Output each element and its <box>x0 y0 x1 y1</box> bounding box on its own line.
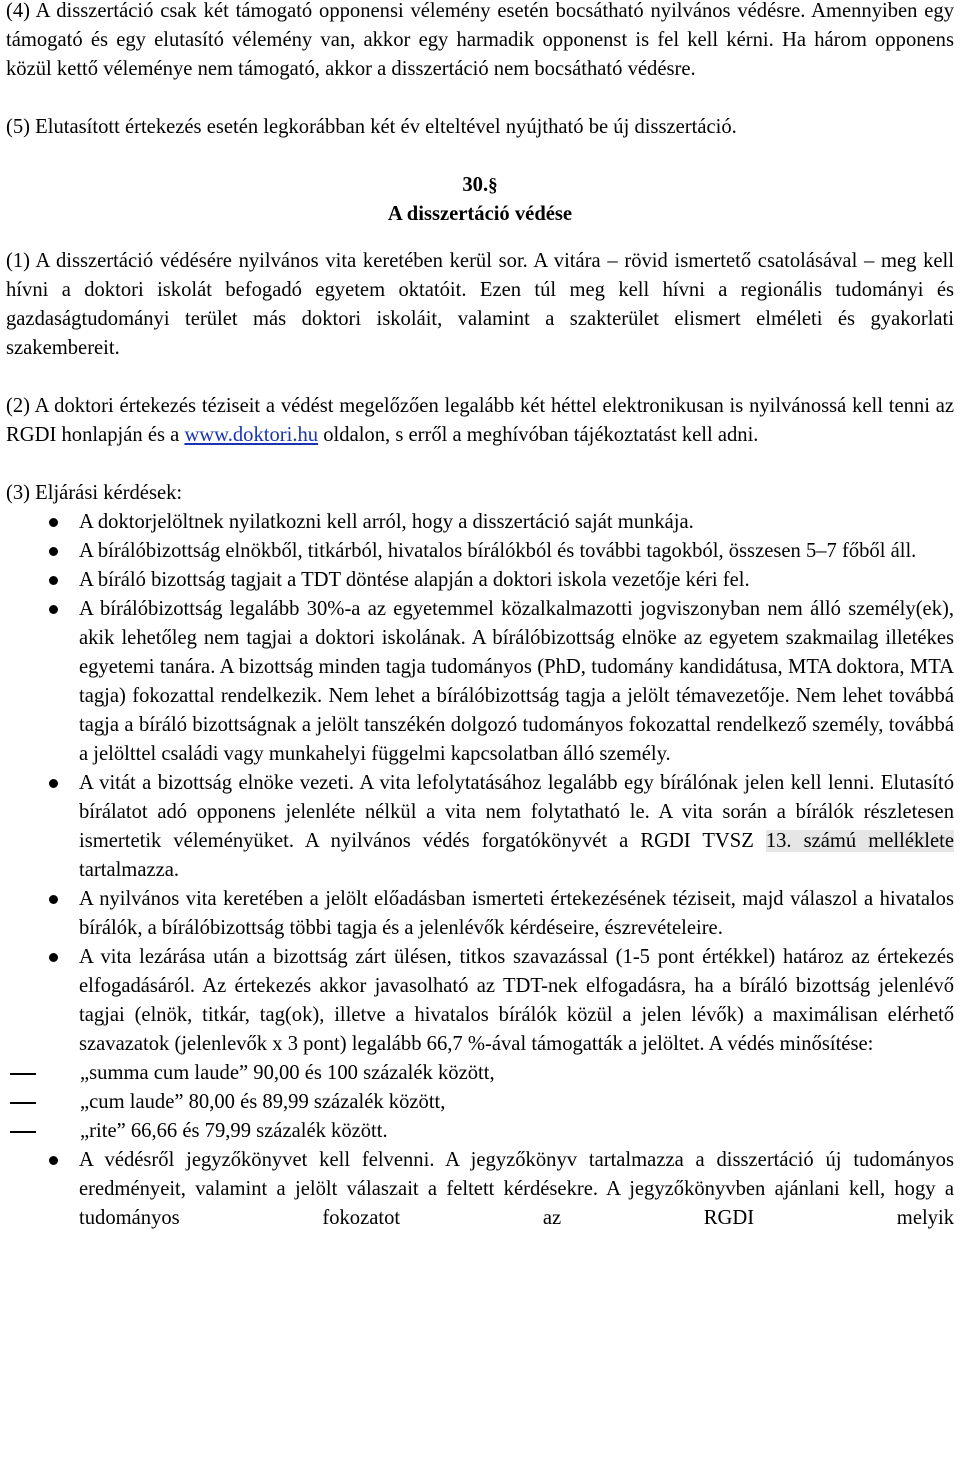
list-item <box>6 566 954 595</box>
bullet-icon <box>49 518 58 527</box>
dash-icon <box>10 1073 36 1075</box>
list-item <box>6 885 954 943</box>
item-text-end: tartalmazza. <box>79 859 180 881</box>
list-item <box>6 1146 954 1233</box>
grade-item <box>6 1117 954 1146</box>
bullet-icon <box>49 953 58 962</box>
bullet-icon <box>49 779 58 788</box>
item-text: A doktorjelöltnek nyilatkozni kell arról, hogy a disszertáció saját munkája. <box>79 511 694 533</box>
dash-icon <box>10 1102 36 1104</box>
grade-text: „rite” 66,66 és 79,99 százalék között. <box>80 1120 388 1142</box>
item-text: A bíráló bizottság tagjait a TDT döntése alapján a doktori iskola vezetője kéri fel. <box>79 569 750 591</box>
paragraph-2-text-end: oldalon, s erről a meghívóban tájékoztatást kell adni. <box>318 424 759 446</box>
section-title: A disszertáció védése <box>387 203 573 225</box>
list-item <box>6 537 954 566</box>
section-paragraph-1: (1) A disszertáció védésére nyilvános vita keretében kerül sor. A vitára – rövid ismertető csatolásával – meg kell hívni a doktori iskolát befogadó egyetem oktatóit. Ezen túl meg kell hívni a regionális tudományi és gazdaságtudományi terület más doktori iskoláit, valamint a szakterület elismert elméleti és gyakorlati szakembereit. <box>6 250 954 359</box>
list-item <box>6 595 954 769</box>
section-number-value: 30. <box>462 174 489 196</box>
paragraph-4: (4) A disszertáció csak két támogató opponensi vélemény esetén bocsátható nyilvános védésre. Amennyiben egy támogató és egy elutasító vélemény van, akkor egy harmadik opponenst is fel kell kérni. Ha három opponens közül kettő véleménye nem támogató, akkor a disszertáció nem bocsátható védésre. <box>6 0 954 80</box>
spacer <box>6 363 954 392</box>
section-paragraph-3-title: (3) Eljárási kérdések: <box>6 482 183 504</box>
annex-reference[interactable]: 13. számú melléklete <box>765 830 954 852</box>
item-text: A nyilvános vita keretében a jelölt előadásban ismerteti értekezésének téziseit, majd válaszol a hivatalos bírálók, a bírálóbizottság többi tagja és a jelenlévők kérdéseire, észrevételeire. <box>79 888 954 939</box>
spacer <box>6 229 954 243</box>
spacer <box>6 84 954 113</box>
grade-list <box>6 1059 954 1146</box>
grade-text: „cum laude” 80,00 és 89,99 százalék között, <box>80 1091 446 1113</box>
paragraph-2-text: (2) A doktori értekezés téziseit a védést megelőzően legalább két héttel elektronikusan is nyilvánossá kell tenni az RGDI honlapján és a <box>6 395 954 446</box>
grade-item <box>6 1059 954 1088</box>
procedure-list <box>6 508 954 1233</box>
section-number <box>6 171 954 200</box>
bullet-icon <box>49 547 58 556</box>
bullet-icon <box>49 605 58 614</box>
section-symbol: § <box>488 175 498 196</box>
item-text: A bírálóbizottság elnökből, titkárból, hivatalos bírálókból és további tagokból, összesen 5–7 főből áll. <box>79 540 917 562</box>
list-item <box>6 508 954 537</box>
bullet-icon <box>49 895 58 904</box>
item-text: A vitát a bizottság elnöke vezeti. A vita lefolytatásához legalább egy bírálónak jelen kell lenni. Elutasító bírálatot adó opponens jelenléte nélkül a vita nem folytatható le. A vita során a bírálók részletesen ismertetik véleményüket. A nyilvános védés forgatókönyvét a RGDI TVSZ <box>79 772 954 852</box>
item-text: A vita lezárása után a bizottság zárt ülésen, titkos szavazással (1-5 pont értékkel) határoz az értekezés elfogadásáról. Az értekezés akkor javasolható az TDT-nek elfogadásra, ha a bíráló bizottság jelenlévő tagjai (elnök, titkár, tag(ok), illetve a hivatalos bírálók közül a jelen lévők) a maximálisan elérhető szavazatok (jelenlevők x 3 pont) legalább 66,7 %-ával támogatták a jelöltet. A védés minősítése: <box>79 946 954 1055</box>
bullet-icon <box>49 576 58 585</box>
spacer <box>6 142 954 171</box>
item-text: A bírálóbizottság legalább 30%-a az egyetemmel közalkalmazotti jogviszonyban nem álló személy(ek), akik lehetőleg nem tagjai a doktori iskolának. A bírálóbizottság elnöke az egyetem szakmailag illetékes egyetemi tanára. A bizottság minden tagja tudományos (PhD, tudomány kandidátusa, MTA doktora, MTA tagja) fokozattal rendelkezik. Nem lehet a bírálóbizottság tagja a jelölt témavezetője. Nem lehet továbbá tagja a bíráló bizottságnak a jelölt tanszékén dolgozó tudományos fokozattal rendelkező személy, továbbá a jelölttel családi vagy munkahelyi függelmi kapcsolatban álló személy. <box>79 598 954 765</box>
section-paragraph-2 <box>6 392 954 450</box>
spacer <box>6 450 954 479</box>
paragraph-5: (5) Elutasított értekezés esetén legkorábban két év elteltével nyújtható be új disszertáció. <box>6 116 737 138</box>
grade-item <box>6 1088 954 1117</box>
doktori-link[interactable]: www.doktori.hu <box>184 424 319 446</box>
bullet-icon <box>49 1156 58 1165</box>
grade-text: „summa cum laude” 90,00 és 100 százalék között, <box>80 1062 495 1084</box>
list-item <box>6 943 954 1146</box>
item-text: A védésről jegyzőkönyvet kell felvenni. A jegyzőkönyv tartalmazza a disszertáció új tudományos eredményeit, valamint a jelölt válaszait a feltett kérdésekre. A jegyzőkönyvben ajánlani kell, hogy a tudományos fokozatot az RGDI melyik <box>79 1149 954 1229</box>
dash-icon <box>10 1131 36 1133</box>
list-item <box>6 769 954 885</box>
